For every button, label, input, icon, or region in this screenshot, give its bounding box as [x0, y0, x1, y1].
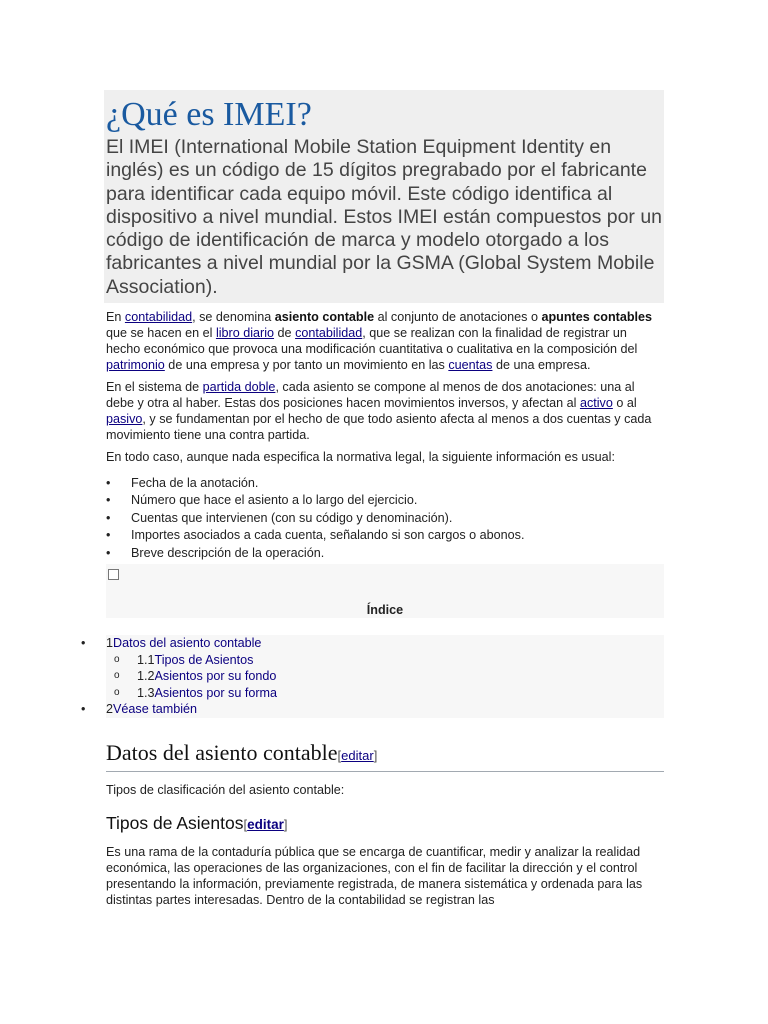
- text: , y se fundamentan por el hecho de que todo asiento afecta al menos a dos cuentas y cada movimiento tiene una contra partida.: [106, 412, 652, 443]
- edit-section: [338, 748, 378, 763]
- text: de: [274, 326, 296, 341]
- text: que se hacen en el: [106, 326, 216, 341]
- toc-number: 1.1: [137, 652, 155, 667]
- toc-number: 1.2: [137, 669, 155, 684]
- edit-section: [244, 817, 288, 832]
- list-item: • Fecha de la anotación.: [106, 475, 664, 492]
- toc-item[interactable]: [106, 652, 664, 669]
- text: o al: [612, 396, 637, 411]
- toc-number: 1: [106, 636, 114, 651]
- link-pasivo[interactable]: pasivo: [106, 412, 143, 427]
- toc-item[interactable]: [106, 701, 664, 718]
- text: En el sistema de: [106, 380, 203, 395]
- toc-item[interactable]: [106, 668, 664, 685]
- imei-title: ¿Qué es IMEI?: [106, 96, 312, 133]
- list-item: • Importes asociados a cada cuenta, señalando si son cargos o abonos.: [106, 527, 664, 544]
- toc-number: 2: [106, 702, 114, 717]
- toc-toggle-checkbox[interactable]: [108, 569, 119, 580]
- text: En: [106, 310, 125, 325]
- text: , cada asiento se compone al menos de dos anotaciones: una al debe y otra al haber. Estas dos posiciones hacen movimientos inversos, y afectan al: [106, 380, 635, 411]
- paragraph-asiento-definition: [106, 309, 664, 373]
- edit-link[interactable]: editar: [341, 748, 374, 764]
- toc-number: 1.3: [137, 685, 155, 700]
- list-item: • Número que hace el asiento a lo largo del ejercicio.: [106, 492, 664, 509]
- toc-link[interactable]: Asientos por su forma: [154, 685, 278, 700]
- paragraph-tipos-clasificacion: Tipos de clasificación del asiento contable:: [106, 783, 345, 798]
- toc-link[interactable]: Tipos de Asientos: [154, 652, 254, 667]
- edit-link[interactable]: editar: [247, 817, 284, 833]
- link-patrimonio[interactable]: patrimonio: [106, 358, 165, 373]
- link-libro-diario[interactable]: libro diario: [215, 326, 275, 341]
- bracket: ]: [283, 817, 288, 833]
- toc-item[interactable]: [106, 635, 664, 652]
- text: , se denomina: [192, 310, 275, 325]
- term-asiento-contable: asiento contable: [274, 310, 375, 325]
- toc-link[interactable]: Véase también: [113, 702, 198, 717]
- paragraph-informacion-usual: En todo caso, aunque nada especifica la normativa legal, la siguiente información es usual:: [106, 450, 615, 465]
- toc-title: Índice: [366, 603, 404, 618]
- section-heading-datos: [106, 740, 664, 772]
- text: de una empresa y por tanto un movimiento en las: [164, 358, 449, 373]
- toc-link[interactable]: Datos del asiento contable: [113, 636, 262, 651]
- link-activo[interactable]: activo: [579, 396, 613, 411]
- paragraph-partida-doble: [106, 379, 664, 443]
- imei-callout: [104, 90, 664, 303]
- term-apuntes-contables: apuntes contables: [541, 310, 653, 325]
- text: al conjunto de anotaciones o: [374, 310, 542, 325]
- list-item: • Breve descripción de la operación.: [106, 545, 664, 562]
- paragraph-contaduria: Es una rama de la contaduría pública que se encarga de cuantificar, medir y analizar la realidad económica, las operaciones de las organizaciones, con el fin de facilitar la dirección y el control presentando la información, previamente registrada, de manera sistemática y ordenada para las distintas partes interesadas. Dentro de la contabilidad se registran las: [106, 845, 643, 908]
- link-partida-doble[interactable]: partida doble: [202, 380, 276, 395]
- document-page: [106, 90, 664, 908]
- heading-text: Tipos de Asientos: [106, 813, 244, 834]
- heading-text: Datos del asiento contable: [106, 740, 338, 766]
- facts-list: [106, 475, 664, 562]
- toc-list: [106, 635, 664, 718]
- toc-item[interactable]: [106, 685, 664, 702]
- imei-description: El IMEI (International Mobile Station Equipment Identity en inglés) es un código de 15 dígitos pregrabado por el fabricante para identificar cada equipo móvil. Este código identifica al dispositivo a nivel mundial. Estos IMEI están compuestos por un código de identificación de marca y modelo otorgado a los fabricantes a nivel mundial por la GSMA (Global System Mobile Association).: [106, 136, 663, 298]
- list-item: • Cuentas que intervienen (con su código y denominación).: [106, 510, 664, 527]
- toc-header: [106, 564, 664, 618]
- bracket: ]: [373, 748, 378, 764]
- text: de una empresa.: [492, 358, 591, 373]
- bracket: [: [337, 748, 342, 764]
- toc-link[interactable]: Asientos por su fondo: [154, 669, 277, 684]
- link-contabilidad[interactable]: contabilidad: [124, 310, 193, 325]
- text: , que se realizan con la finalidad de registrar un hecho económico que provoca una modificación cuantitativa o cualitativa en la composición del: [106, 326, 638, 357]
- link-cuentas[interactable]: cuentas: [448, 358, 493, 373]
- subsection-heading-tipos: [106, 812, 664, 836]
- bracket: [: [243, 817, 248, 833]
- link-contabilidad-2[interactable]: contabilidad: [295, 326, 363, 341]
